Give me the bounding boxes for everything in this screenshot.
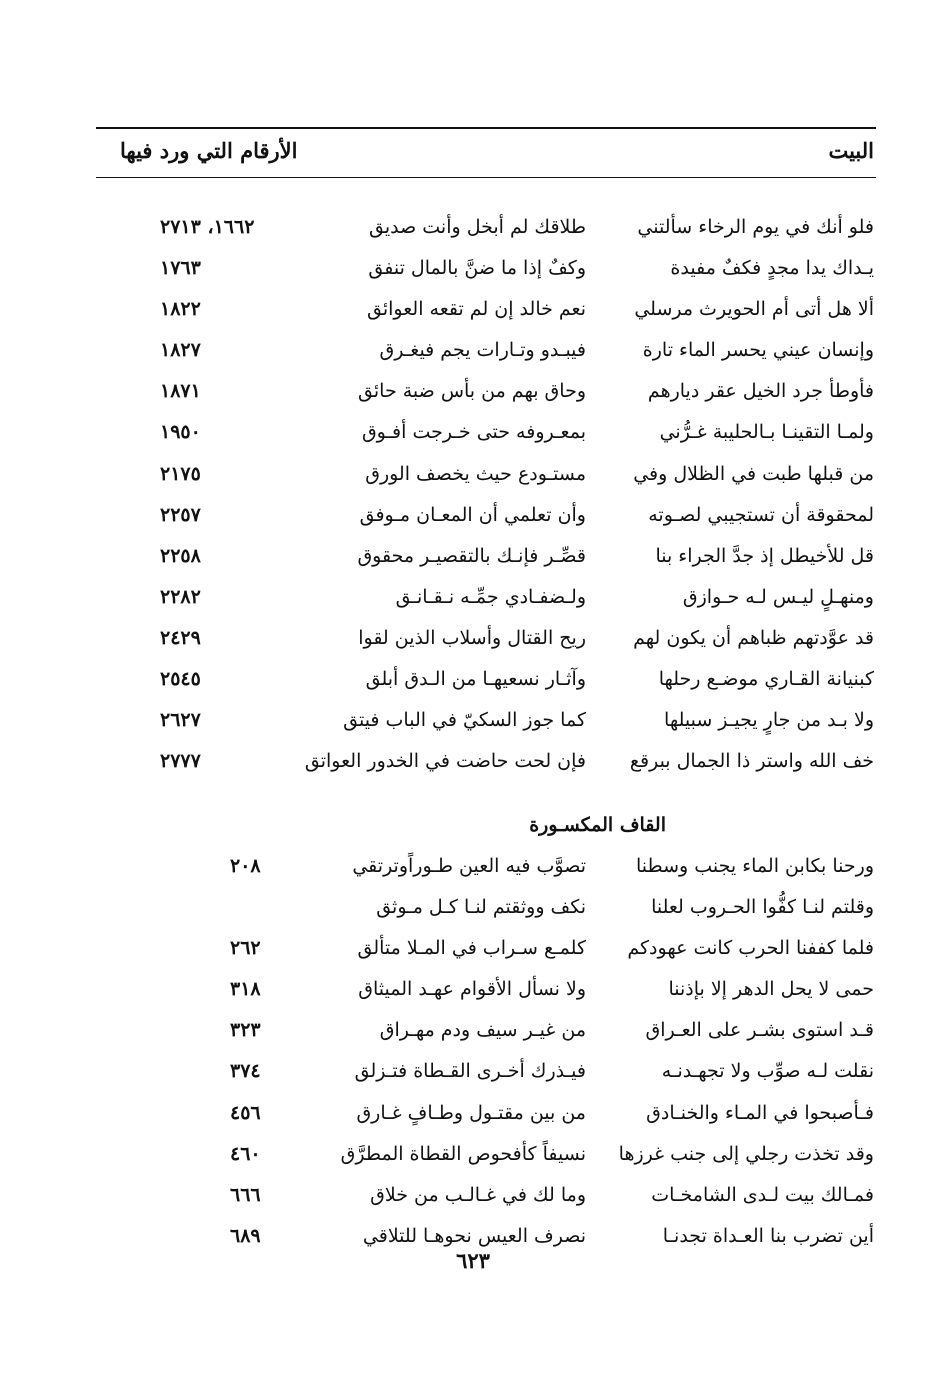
verse-first-half: أين تضرب بنا العـداة تجدنـا	[662, 1224, 874, 1247]
verse-reference-numbers: ٢٢٨٢	[160, 585, 201, 608]
verse-first-half: وإنسان عيني يحسر الماء تارة	[642, 339, 874, 362]
verse-row	[0, 851, 946, 892]
verse-reference-numbers: ١٨٧١	[160, 380, 201, 403]
verse-row	[0, 582, 946, 623]
verse-second-half: من بين مقتـول وطـافٍ غـارق	[356, 1101, 586, 1124]
verse-second-half: كلمـع سـراب في المـلا متألق	[357, 937, 586, 960]
verse-list-qaf-marfu	[0, 212, 946, 787]
verse-first-half: قـد استوى بشـر على العـراق	[645, 1019, 874, 1042]
verse-first-half: ورحنا بكابن الماء يجنب وسطنا	[635, 855, 874, 877]
verse-reference-numbers: ٢٠٨	[230, 855, 261, 877]
verse-first-half: حمى لا يحل الدهر إلا بإذننا	[668, 978, 874, 1001]
verse-first-half: قل للأخيطل إذ جدَّ الجراء بنا	[655, 544, 874, 567]
verse-first-half: فـأصبحوا في المـاء والخنـادق	[646, 1101, 874, 1124]
verse-reference-numbers: ٢٢٥٨	[160, 544, 201, 567]
verse-second-half: ريح القتال وأسلاب الذين لقوا	[358, 626, 586, 649]
verse-first-half: ولمـا التقينـا بـالحليبة غـرُّني	[659, 421, 874, 444]
verse-second-half: نكف ووثقتم لنـا كـل مـوثق	[376, 896, 586, 919]
verse-second-half: وكفٌ إذا ما ضنَّ بالمال تنفق	[368, 257, 586, 280]
verse-second-half: فيـذرك أخـرى القـطاة فتـزلق	[354, 1060, 586, 1083]
verse-first-half: وقد تخذت رجلي إلى جنب غرزها	[618, 1142, 874, 1165]
verse-row	[0, 1056, 946, 1097]
verse-row	[0, 1015, 946, 1056]
verse-row	[0, 892, 946, 933]
verse-second-half: فيبـدو وتـارات يجم فيغـرق	[379, 339, 586, 362]
section-title: القاف المكسـورة	[529, 814, 666, 836]
verse-second-half: ولـضفـادي جمِّـه نـقـانـق	[395, 585, 586, 608]
verse-reference-numbers: ٣٢٣	[230, 1019, 261, 1042]
verse-row	[0, 212, 946, 253]
verse-row	[0, 1180, 946, 1221]
verse-reference-numbers: ٢٦٢٧	[160, 709, 201, 732]
verse-reference-numbers: ١٨٢٢	[160, 298, 201, 321]
verse-second-half: تصوَّب فيه العين طـوراًوترتقي	[352, 855, 586, 877]
verse-reference-numbers: ١٩٥٠	[160, 421, 201, 444]
verse-second-half: ولا نسأل الأقوام عهـد الميثاق	[358, 978, 586, 1001]
verse-first-half: فأوطأ جرد الخيل عقر ديارهم	[647, 380, 874, 403]
verse-reference-numbers: ٤٦٠	[230, 1142, 261, 1165]
verse-first-half: كبنيانة القـاري موضـع رحلها	[658, 668, 874, 691]
verse-second-half: نسيفاً كأفحوص القطاة المطرَّق	[340, 1142, 586, 1165]
verse-second-half: وحاق بهم من بأس ضبة حائق	[358, 380, 586, 403]
verse-second-half: من غيـر سيف ودم مهـراق	[379, 1019, 586, 1042]
verse-row	[0, 459, 946, 500]
header-top-rule	[96, 127, 876, 129]
verse-reference-numbers: ٢١٧٥	[160, 462, 201, 485]
verse-reference-numbers: ٢٥٤٥	[160, 668, 201, 691]
verse-reference-numbers: ٣١٨	[230, 978, 261, 1001]
verse-row	[0, 541, 946, 582]
verse-reference-numbers: ٦٨٩	[230, 1224, 261, 1247]
verse-column-header: البيت	[828, 138, 874, 163]
verse-second-half: كما جوز السكيّ في الباب فيتق	[343, 709, 586, 732]
verse-reference-numbers: ٢٧٧٧	[160, 750, 201, 773]
verse-row	[0, 294, 946, 335]
verse-second-half: فإن لحت حاضت في الخدور العواتق	[304, 750, 586, 773]
verse-first-half: ومنهـلٍ ليـس لـه حـوازق	[682, 585, 874, 608]
verse-second-half: نصرف العيس نحوهـا للتلاقي	[362, 1224, 586, 1247]
verse-second-half: وأن تعلمي أن المعـان مـوفق	[359, 503, 586, 526]
verse-first-half: نقلت لـه صوِّب ولا تجهـدنـه	[661, 1060, 874, 1083]
verse-reference-numbers: ٦٦٦	[230, 1183, 261, 1206]
verse-first-half: ولا بـد من جارٍ يجيـز سبيلها	[664, 709, 874, 732]
page-number: ٦٢٣	[456, 1248, 490, 1273]
verse-reference-numbers: ٣٧٤	[230, 1060, 261, 1083]
verse-reference-numbers: ٢٤٢٩	[160, 626, 201, 649]
verse-first-half: فمـالك بيت لـدى الشامخـات	[651, 1183, 874, 1206]
verse-second-half: طلاقك لم أبخل وأنت صديق	[368, 216, 586, 238]
verse-row	[0, 705, 946, 746]
verse-second-half: وآثـار نسعيهـا من الـدق أبلق	[365, 668, 586, 691]
verse-reference-numbers: ٢٦٢	[230, 937, 261, 960]
verse-row	[0, 500, 946, 541]
verse-first-half: لمحقوقة أن تستجيبي لصـوته	[648, 503, 874, 526]
verse-second-half: نعم خالد إن لم تقعه العوائق	[367, 298, 586, 321]
verse-reference-numbers: ٢٢٥٧	[160, 503, 201, 526]
verse-row	[0, 417, 946, 458]
verse-list-qaf-maksura	[0, 851, 946, 1262]
verse-second-half: وما لك في غـالـب من خلاق	[370, 1183, 586, 1206]
verse-reference-numbers: ١٦٦٢، ٢٧١٣	[160, 216, 255, 238]
verse-row	[0, 933, 946, 974]
verse-row	[0, 376, 946, 417]
verse-second-half: قصِّـر فإنـك بالتقصيـر محقوق	[357, 544, 586, 567]
verse-row	[0, 1139, 946, 1180]
verse-row	[0, 746, 946, 787]
verse-first-half: وقلتم لنـا كفُّوا الحـروب لعلنا	[651, 896, 874, 919]
verse-row	[0, 974, 946, 1015]
verse-first-half: خف الله واستر ذا الجمال ببرقع	[629, 750, 874, 773]
verse-second-half: بمعـروفه حتى خـرجت أفـوق	[361, 421, 586, 444]
verse-row	[0, 664, 946, 705]
verse-second-half: مستـودع حيث يخصف الورق	[365, 462, 586, 485]
header-bottom-rule	[96, 177, 876, 178]
verse-reference-numbers: ١٧٦٣	[160, 257, 201, 280]
verse-row	[0, 623, 946, 664]
verse-first-half: قد عوَّدتهم ظباهم أن يكون لهم	[633, 626, 874, 649]
verse-reference-numbers: ١٨٢٧	[160, 339, 201, 362]
verse-row	[0, 1098, 946, 1139]
verse-row	[0, 253, 946, 294]
verse-first-half: ألا هل أتى أم الحويرث مرسلي	[634, 298, 874, 321]
verse-first-half: فلو أنك في يوم الرخاء سألتني	[637, 216, 874, 238]
numbers-column-header: الأرقام التي ورد فيها	[120, 138, 298, 163]
verse-reference-numbers: ٤٥٦	[230, 1101, 261, 1124]
verse-first-half: فلما كففنا الحرب كانت عهودكم	[627, 937, 874, 960]
verse-first-half: يـداك يدا مجدٍ فكفٌ مفيدة	[670, 257, 874, 280]
verse-first-half: من قبلها طبت في الظلال وفي	[633, 462, 874, 485]
verse-row	[0, 335, 946, 376]
